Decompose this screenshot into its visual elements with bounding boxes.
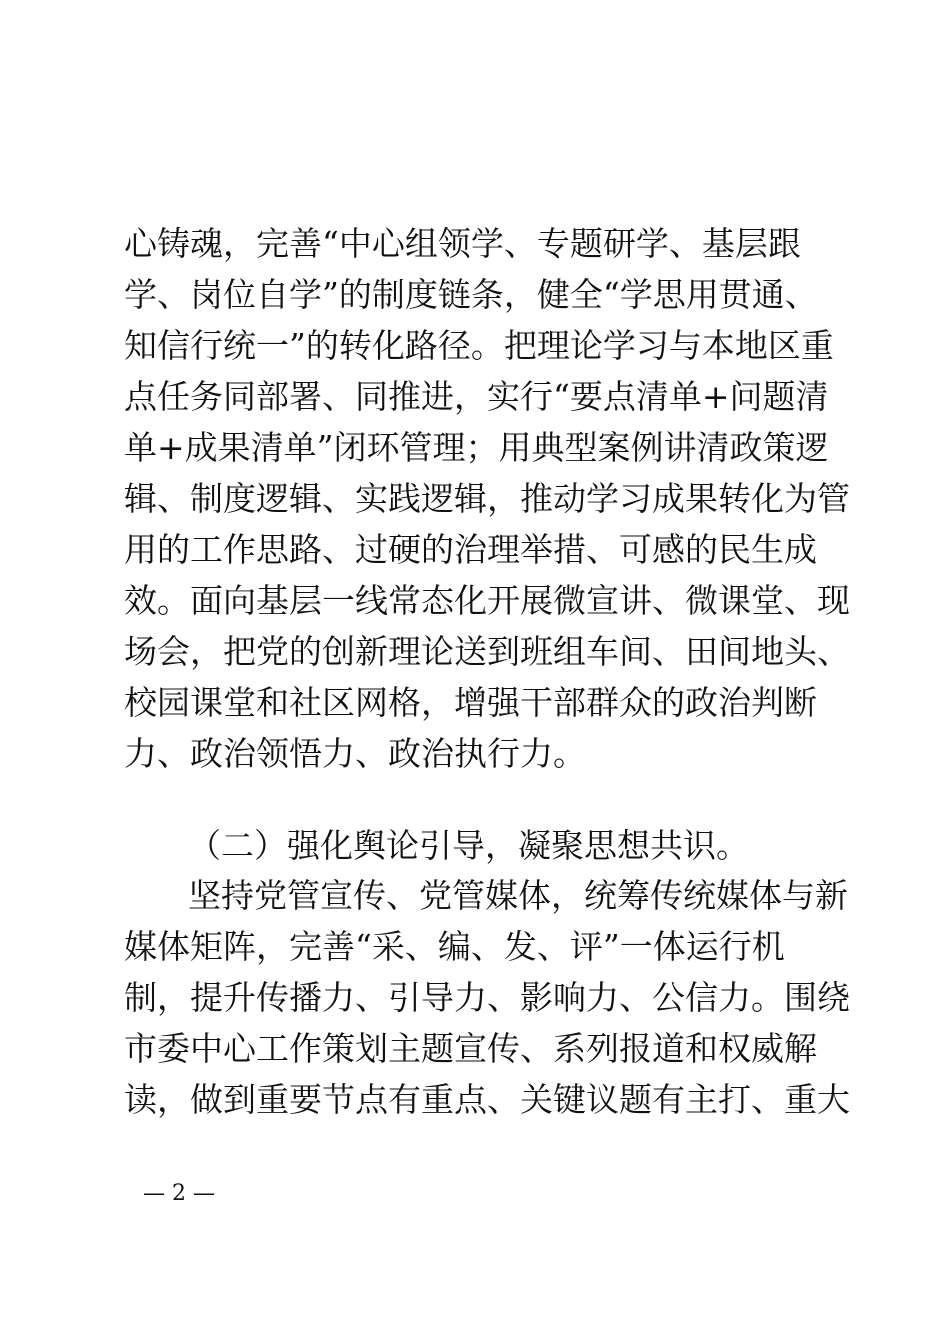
- text-line: 力、政治领悟力、政治执行力。: [124, 734, 586, 773]
- text-line: 媒体矩阵，完善“采、编、发、评”一体运行机: [124, 927, 785, 966]
- text-line: 点任务同部署、同推进，实行“要点清单+问题清: [124, 377, 829, 416]
- text-line: 校园课堂和社区网格，增强干部群众的政治判断: [124, 683, 817, 722]
- page-number: — 2 —: [143, 1181, 215, 1206]
- text-line: 知信行统一”的转化路径。把理论学习与本地区重: [124, 326, 834, 365]
- text-line: 单+成果清单”闭环管理；用典型案例讲清政策逻: [124, 428, 829, 467]
- text-line: 市委中心工作策划主题宣传、系列报道和权威解: [124, 1029, 817, 1068]
- text-line: 学、岗位自学”的制度链条，健全“学思用贯通、: [124, 275, 818, 314]
- text-line: 读，做到重要节点有重点、关键议题有主打、重大: [124, 1080, 850, 1119]
- text-line: 用的工作思路、过硬的治理举措、可感的民生成: [124, 530, 817, 569]
- section-heading: （二）强化舆论引导，凝聚思想共识。: [188, 826, 749, 865]
- paragraph-2: [124, 870, 850, 1125]
- text-line: 心铸魂，完善“中心组领学、专题研学、基层跟: [124, 224, 801, 263]
- text-line: 效。面向基层一线常态化开展微宣讲、微课堂、现: [124, 581, 850, 620]
- text-line: 制，提升传播力、引导力、影响力、公信力。围绕: [124, 978, 850, 1017]
- paragraph-1: [124, 218, 850, 779]
- text-line: 辑、制度逻辑、实践逻辑，推动学习成果转化为管: [124, 479, 850, 518]
- text-line: 坚持党管宣传、党管媒体，统筹传统媒体与新: [188, 876, 848, 915]
- text-line: 场会，把党的创新理论送到班组车间、田间地头、: [124, 632, 850, 671]
